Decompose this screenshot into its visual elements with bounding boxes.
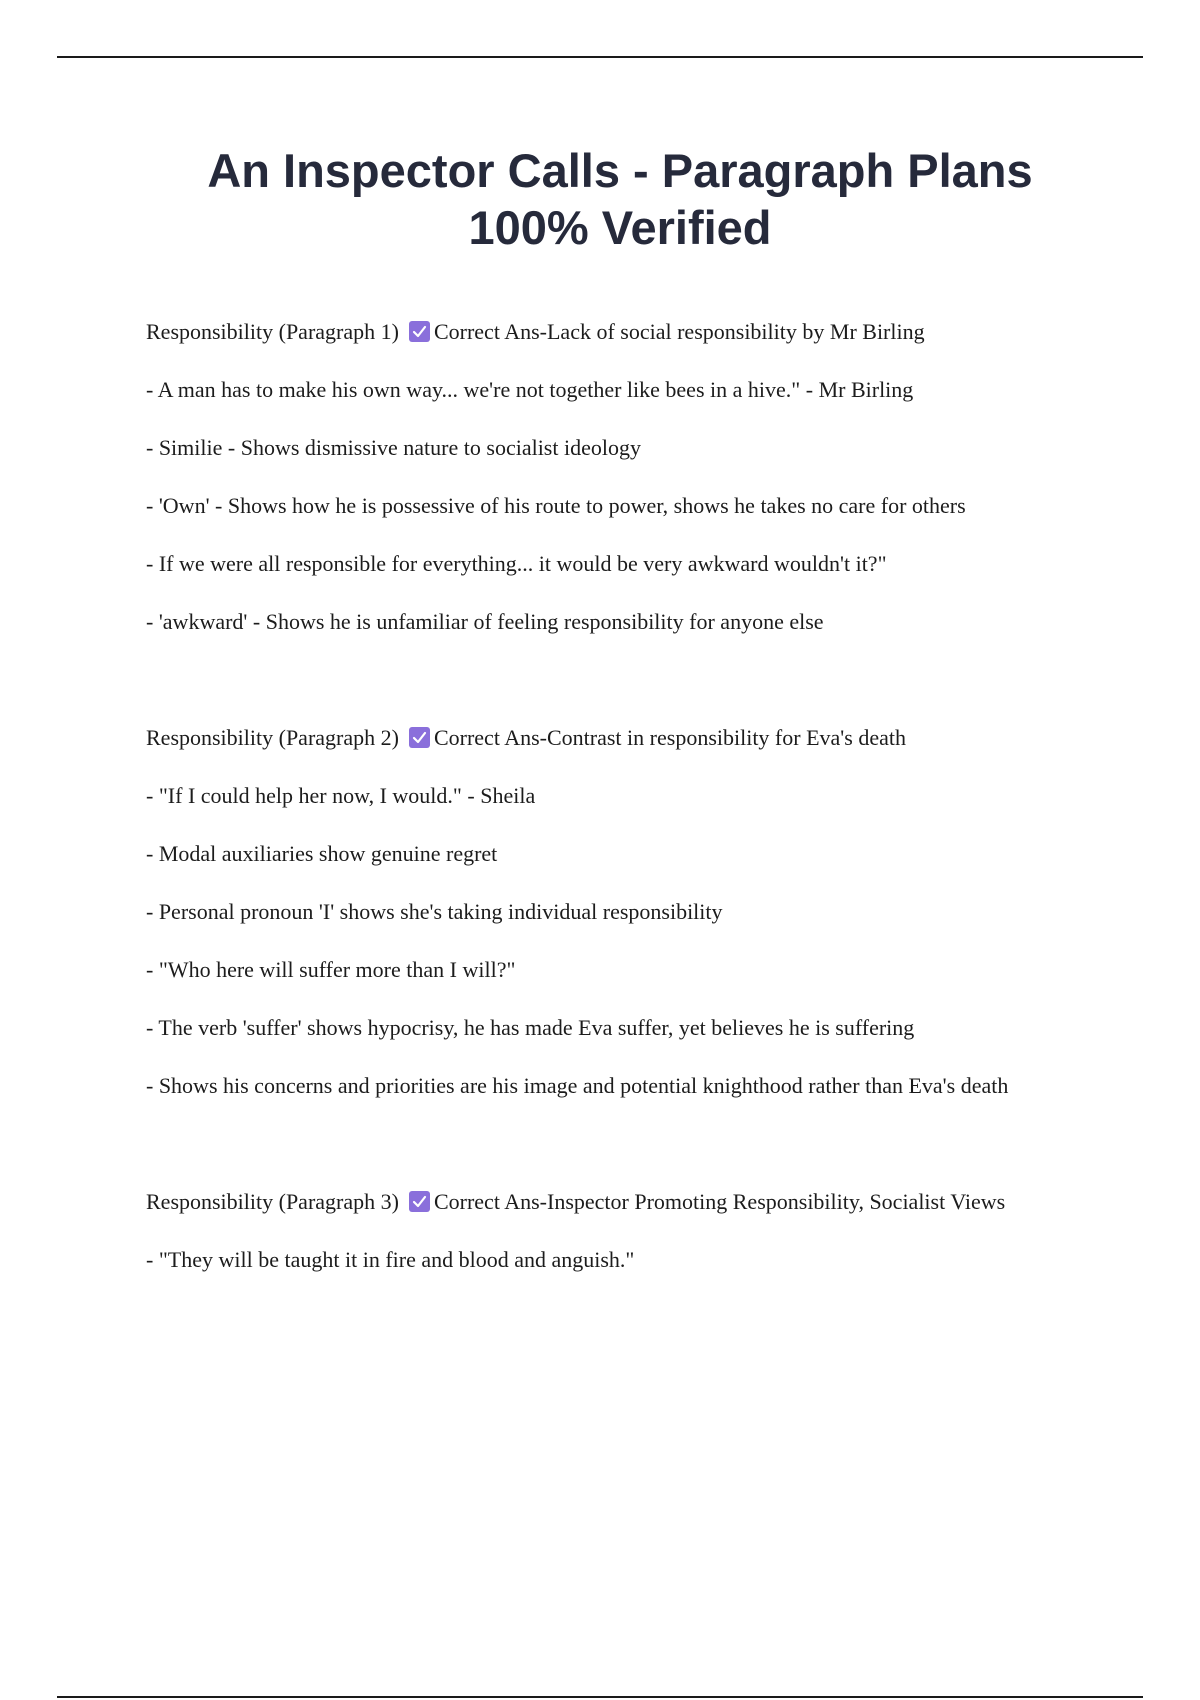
list-item: - 'Own' - Shows how he is possessive of his route to power, shows he takes no care for others [146, 493, 966, 518]
list-item: - "They will be taught it in fire and blood and anguish." [146, 1247, 635, 1272]
list-item: - Personal pronoun 'I' shows she's taking individual responsibility [146, 899, 723, 924]
section-paragraph-3 [146, 1180, 1066, 1282]
list-item: - Shows his concerns and priorities are his image and potential knighthood rather than Eva's death [146, 1073, 1009, 1098]
bottom-rule [57, 1696, 1143, 1698]
section-heading [146, 716, 1066, 760]
check-box-icon [409, 1191, 430, 1212]
document-title [120, 142, 1120, 256]
list-item: - The verb 'suffer' shows hypocrisy, he has made Eva suffer, yet believes he is suffering [146, 1015, 915, 1040]
heading-prefix: Responsibility (Paragraph 1) [146, 319, 399, 344]
section-heading [146, 310, 1066, 354]
top-rule [57, 56, 1143, 58]
check-box-icon [409, 321, 430, 342]
heading-answer: Correct Ans-Contrast in responsibility for Eva's death [433, 725, 906, 750]
list-item: - "Who here will suffer more than I will?" [146, 957, 516, 982]
document-body [146, 310, 1066, 1296]
section-paragraph-2 [146, 716, 1066, 1108]
check-box-icon [409, 727, 430, 748]
section-heading [146, 1180, 1066, 1224]
heading-prefix: Responsibility (Paragraph 2) [146, 725, 399, 750]
list-item: - A man has to make his own way... we're not together like bees in a hive." - Mr Birling [146, 377, 914, 402]
list-item: - 'awkward' - Shows he is unfamiliar of feeling responsibility for anyone else [146, 609, 824, 634]
heading-answer: Correct Ans-Inspector Promoting Responsibility, Socialist Views [433, 1189, 1006, 1214]
list-item: - Similie - Shows dismissive nature to socialist ideology [146, 435, 641, 460]
list-item: - If we were all responsible for everything... it would be very awkward wouldn't it?" [146, 551, 887, 576]
heading-prefix: Responsibility (Paragraph 3) [146, 1189, 399, 1214]
heading-answer: Correct Ans-Lack of social responsibility by Mr Birling [433, 319, 925, 344]
section-paragraph-1 [146, 310, 1066, 644]
list-item: - "If I could help her now, I would." - Sheila [146, 783, 536, 808]
list-item: - Modal auxiliaries show genuine regret [146, 841, 498, 866]
title-line-1: An Inspector Calls - Paragraph Plans [207, 144, 1033, 197]
title-line-2: 100% Verified [468, 201, 772, 254]
